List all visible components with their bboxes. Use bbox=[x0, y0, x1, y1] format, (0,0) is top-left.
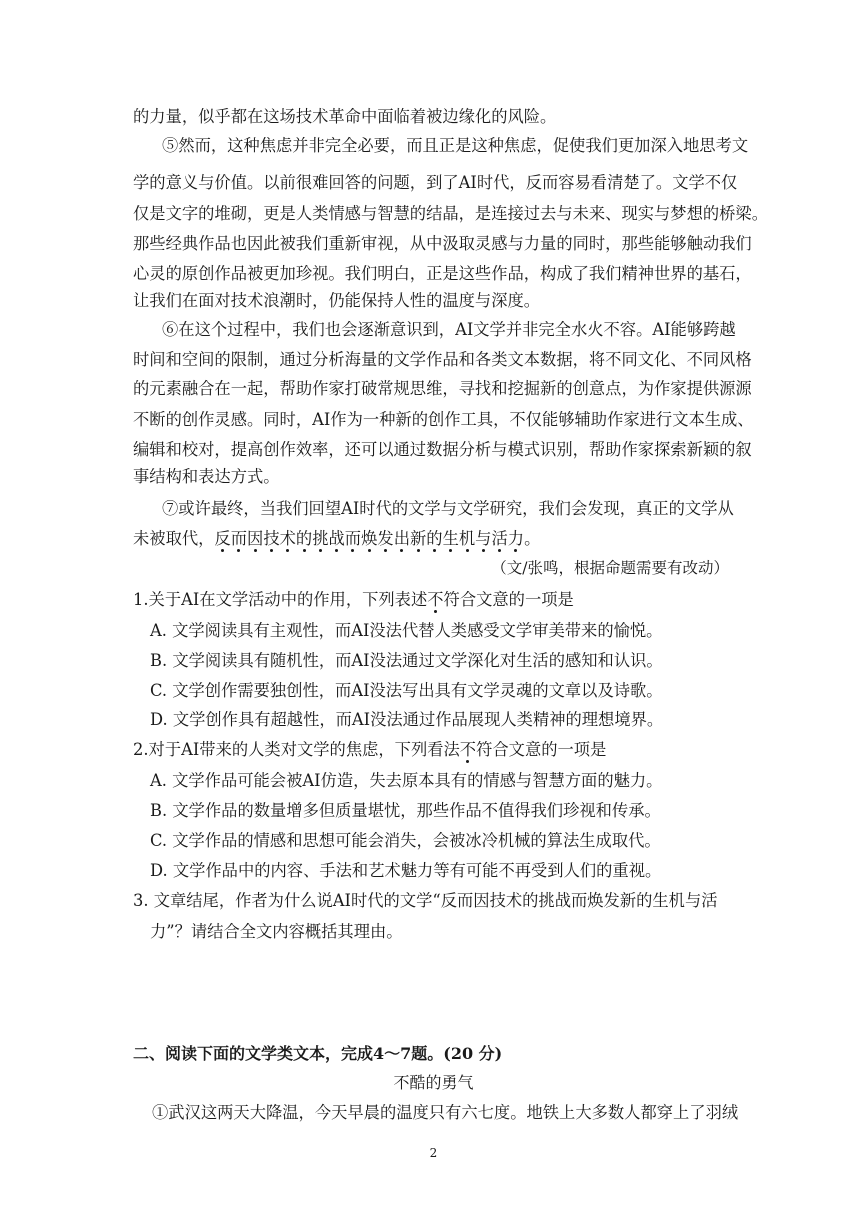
emphasized-char: 术 bbox=[279, 529, 296, 548]
emphasis-dot-char: 不 bbox=[459, 740, 477, 759]
question-1-option-b[interactable]: B. 文学阅读具有随机性，而AI没法通过文学深化对生活的感知和认识。 bbox=[150, 651, 663, 670]
passage-line: 仅是文字的堆砌，更是人类情感与智慧的结晶，是连接过去与未来、现实与梦想的桥梁。 bbox=[133, 204, 768, 223]
emphasized-char: 力 bbox=[507, 529, 525, 548]
passage-line: 心灵的原创作品被更加珍视。我们明白，正是这些作品，构成了我们精神世界的基石， bbox=[133, 264, 752, 283]
last-line-suffix: 。 bbox=[524, 529, 541, 548]
question-1-option-c[interactable]: C. 文学创作需要独创性，而AI没法写出具有文学灵魂的文章以及诗歌。 bbox=[150, 681, 663, 700]
passage-line: 的力量，似乎都在这场技术革命中面临着被边缘化的风险。 bbox=[133, 107, 557, 126]
emphasized-char: 因 bbox=[247, 529, 264, 548]
emphasized-char: 的 bbox=[295, 529, 313, 548]
question-2-option-a[interactable]: A. 文学作品可能会被AI仿造，失去原本具有的情感与智慧方面的魅力。 bbox=[150, 771, 663, 790]
emphasized-char: 战 bbox=[328, 529, 345, 548]
emphasized-char: 出 bbox=[393, 529, 410, 548]
last-line-prefix: 未被取代， bbox=[133, 529, 215, 548]
question-3-stem-cont: 力”？请结合全文内容概括其理由。 bbox=[150, 922, 403, 941]
emphasized-char: 而 bbox=[344, 529, 362, 548]
story-title: 不酷的勇气 bbox=[393, 1073, 474, 1092]
passage-line: 编辑和校对，提高创作效率，还可以通过数据分析与模式识别，帮助作家探索新颖的叙 bbox=[133, 440, 752, 459]
question-2-option-b[interactable]: B. 文学作品的数量增多但质量堪忧，那些作品不值得我们珍视和传承。 bbox=[150, 801, 661, 820]
story-first-line: ①武汉这两天大降温，今天早晨的温度只有六七度。地铁上大多数人都穿上了羽绒 bbox=[152, 1103, 739, 1122]
emphasized-char: 与 bbox=[475, 529, 492, 548]
emphasized-char: 机 bbox=[458, 529, 476, 548]
emphasized-phrase bbox=[214, 528, 524, 550]
passage-line: 时间和空间的限制，通过分析海量的文学作品和各类文本数据，将不同文化、不同风格 bbox=[133, 350, 752, 369]
emphasized-char: 生 bbox=[442, 529, 459, 548]
passage-line: 不断的创作灵感。同时，AI作为一种新的创作工具，不仅能够辅助作家进行文本生成、 bbox=[133, 410, 754, 429]
passage-paragraph-6: ⑥在这个过程中，我们也会逐渐意识到，AI文学并非完全水火不容。AI能够跨越 bbox=[162, 320, 736, 339]
passage-paragraph-7: ⑦或许最终，当我们回望AI时代的文学与文学研究，我们会发现，真正的文学从 bbox=[162, 499, 734, 518]
question-1-stem: 1.关于AI在文学活动中的作用，下列表述不符合文意的一项是 bbox=[133, 590, 574, 609]
emphasized-char: 挑 bbox=[312, 529, 329, 548]
section-heading: 二、阅读下面的文学类文本，完成4～7题。(20 分) bbox=[133, 1044, 503, 1063]
page-number: 2 bbox=[429, 1146, 438, 1160]
passage-source: （文/张鸣，根据命题需要有改动） bbox=[491, 559, 729, 577]
passage-last-line bbox=[133, 528, 540, 550]
passage-line: 那些经典作品也因此被我们重新审视，从中汲取灵感与力量的同时，那些能够触动我们 bbox=[133, 234, 752, 253]
emphasized-char: 活 bbox=[491, 529, 508, 548]
emphasized-char: 反 bbox=[214, 529, 231, 548]
passage-line: 让我们在面对技术浪潮时，仍能保持人性的温度与深度。 bbox=[133, 291, 541, 310]
passage-line: 学的意义与价值。以前很难回答的问题，到了AI时代，反而容易看清楚了。文学不仅 bbox=[133, 173, 738, 192]
emphasized-char: 而 bbox=[230, 529, 248, 548]
question-2-option-c[interactable]: C. 文学作品的情感和思想可能会消失，会被冰冷机械的算法生成取代。 bbox=[150, 831, 661, 850]
question-1-option-a[interactable]: A. 文学阅读具有主观性，而AI没法代替人类感受文学审美带来的愉悦。 bbox=[150, 621, 663, 640]
emphasized-char: 技 bbox=[263, 529, 280, 548]
emphasized-char: 新 bbox=[409, 529, 427, 548]
emphasized-char: 焕 bbox=[361, 529, 378, 548]
emphasized-char: 的 bbox=[426, 529, 443, 548]
emphasis-dot-char: 不 bbox=[427, 590, 444, 609]
question-2-option-d[interactable]: D. 文学作品中的内容、手法和艺术魅力等有可能不再受到人们的重视。 bbox=[150, 861, 662, 880]
question-3-stem: 3. 文章结尾，作者为什么说AI时代的文学“反而因技术的挑战而焕发新的生机与活 bbox=[133, 891, 718, 910]
question-1-option-d[interactable]: D. 文学创作具有超越性，而AI没法通过作品展现人类精神的理想境界。 bbox=[150, 710, 664, 729]
passage-line: 事结构和表达方式。 bbox=[133, 467, 280, 486]
passage-line: 的元素融合在一起，帮助作家打破常规思维，寻找和挖掘新的创意点，为作家提供源源 bbox=[133, 379, 752, 398]
question-2-stem: 2.对于AI带来的人类对文学的焦虑，下列看法不符合文意的一项是 bbox=[133, 740, 607, 759]
passage-paragraph-5: ⑤然而，这种焦虑并非完全必要，而且正是这种焦虑，促使我们更加深入地思考文 bbox=[162, 136, 749, 155]
emphasized-char: 发 bbox=[377, 529, 394, 548]
